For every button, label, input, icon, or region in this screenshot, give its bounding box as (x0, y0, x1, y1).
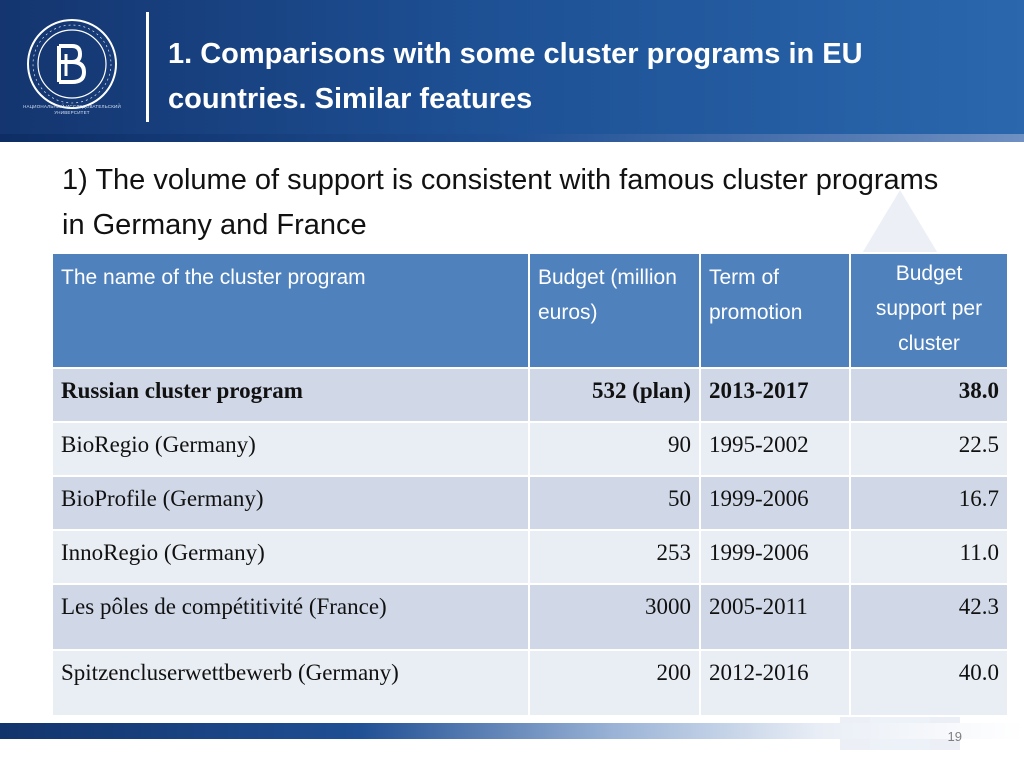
program-name-cell: BioRegio (Germany) (52, 422, 529, 476)
slide-subtitle: 1) The volume of support is consistent with famous cluster programs in Germany and France (62, 164, 939, 241)
column-header-budget: Budget (million euros) (529, 253, 700, 368)
slide-title: 1. Comparisons with some cluster programs in EU countries. Similar features (168, 38, 863, 115)
program-name-cell: Spitzencluserwettbewerb (Germany) (52, 650, 529, 716)
budget-cell: 532 (plan) (529, 368, 700, 422)
term-cell: 2005-2011 (700, 584, 850, 650)
program-name-cell: Les pôles de compétitivité (France) (52, 584, 529, 650)
cluster-programs-table (51, 252, 1009, 717)
term-cell: 1999-2006 (700, 476, 850, 530)
footer-bar (0, 723, 1024, 739)
support-per-cluster-cell: 22.5 (850, 422, 1008, 476)
logo-caption: НАЦИОНАЛЬНЫЙ ИССЛЕДОВАТЕЛЬСКИЙ УНИВЕРСИТЕТ (23, 104, 121, 115)
table-header-row (52, 253, 1008, 368)
term-cell: 2012-2016 (700, 650, 850, 716)
header-rule (0, 134, 1024, 142)
table-row (52, 650, 1008, 716)
table-row (52, 368, 1008, 422)
slide-header (0, 0, 1024, 134)
program-name-cell: Russian cluster program (52, 368, 529, 422)
support-per-cluster-cell: 38.0 (850, 368, 1008, 422)
program-name-cell: BioProfile (Germany) (52, 476, 529, 530)
table-row (52, 530, 1008, 584)
column-header-support-per-cluster: Budget support per cluster (850, 253, 1008, 368)
budget-cell: 90 (529, 422, 700, 476)
page-number: 19 (947, 729, 962, 744)
support-per-cluster-cell: 40.0 (850, 650, 1008, 716)
support-per-cluster-cell: 42.3 (850, 584, 1008, 650)
budget-cell: 253 (529, 530, 700, 584)
budget-cell: 50 (529, 476, 700, 530)
table-row (52, 476, 1008, 530)
program-name-cell: InnoRegio (Germany) (52, 530, 529, 584)
header-divider (146, 12, 149, 122)
term-cell: 1995-2002 (700, 422, 850, 476)
support-per-cluster-cell: 11.0 (850, 530, 1008, 584)
table-row (52, 584, 1008, 650)
support-per-cluster-cell: 16.7 (850, 476, 1008, 530)
budget-cell: 200 (529, 650, 700, 716)
column-header-program-name: The name of the cluster program (52, 253, 529, 368)
table-row (52, 422, 1008, 476)
column-header-term: Term of promotion (700, 253, 850, 368)
budget-cell: 3000 (529, 584, 700, 650)
term-cell: 1999-2006 (700, 530, 850, 584)
term-cell: 2013-2017 (700, 368, 850, 422)
